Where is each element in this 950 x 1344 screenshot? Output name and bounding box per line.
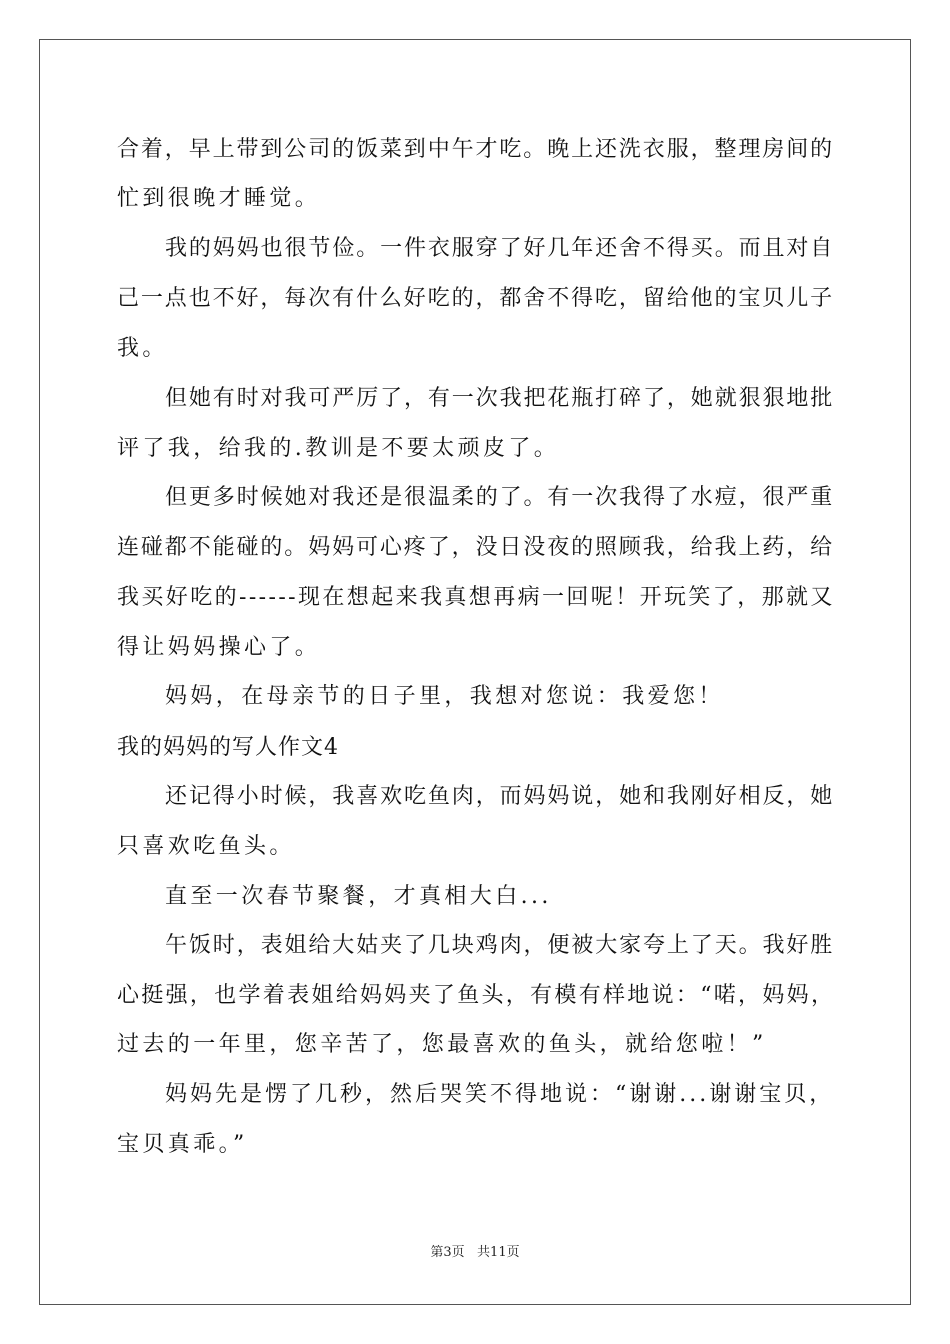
- text-line: 连碰都不能碰的。妈妈可心疼了，没日没夜的照顾我，给我上药，给: [117, 535, 835, 560]
- paragraph-start: 还记得小时候，我喜欢吃鱼肉，而妈妈说，她和我刚好相反，她: [165, 784, 835, 809]
- text-line: 我买好吃的------现在想起来我真想再病一回呢！开玩笑了，那就又: [117, 585, 835, 610]
- paragraph-start: 午饭时，表姐给大姑夹了几块鸡肉，便被大家夸上了天。我好胜: [165, 933, 835, 958]
- paragraph-start: 妈妈先是愣了几秒，然后哭笑不得地说：“谢谢...谢谢宝贝，: [165, 1082, 835, 1107]
- text-line: 宝贝真乖。”: [117, 1132, 248, 1157]
- paragraph-start: 我的妈妈也很节俭。一件衣服穿了好几年还舍不得买。而且对自: [165, 236, 835, 261]
- paragraph-start: 直至一次春节聚餐，才真相大白...: [165, 884, 552, 909]
- text-line: 只喜欢吃鱼头。: [117, 834, 295, 859]
- paragraph-start: 但她有时对我可严厉了，有一次我把花瓶打碎了，她就狠狠地批: [165, 386, 835, 411]
- text-line: 合着，早上带到公司的饭菜到中午才吃。晚上还洗衣服，整理房间的: [117, 137, 835, 162]
- text-line: 己一点也不好，每次有什么好吃的，都舍不得吃，留给他的宝贝儿子: [117, 286, 835, 311]
- text-line: 我。: [117, 336, 168, 361]
- page-number-footer: 第3页 共11页: [430, 1245, 520, 1260]
- text-line: 评了我，给我的.教训是不要太顽皮了。: [117, 436, 560, 461]
- page-border: [39, 39, 911, 1305]
- section-heading: 我的妈妈的写人作文4: [117, 735, 339, 760]
- paragraph-start: 但更多时候她对我还是很温柔的了。有一次我得了水痘，很严重: [165, 485, 835, 510]
- text-line: 过去的一年里，您辛苦了，您最喜欢的鱼头，就给您啦！”: [117, 1032, 767, 1057]
- text-line: 心挺强，也学着表姐给妈妈夹了鱼头，有模有样地说：“喏，妈妈，: [117, 983, 836, 1008]
- text-line: 忙到很晚才睡觉。: [117, 186, 321, 211]
- paragraph-start: 妈妈，在母亲节的日子里，我想对您说：我爱您！: [165, 684, 724, 709]
- text-line: 得让妈妈操心了。: [117, 635, 321, 660]
